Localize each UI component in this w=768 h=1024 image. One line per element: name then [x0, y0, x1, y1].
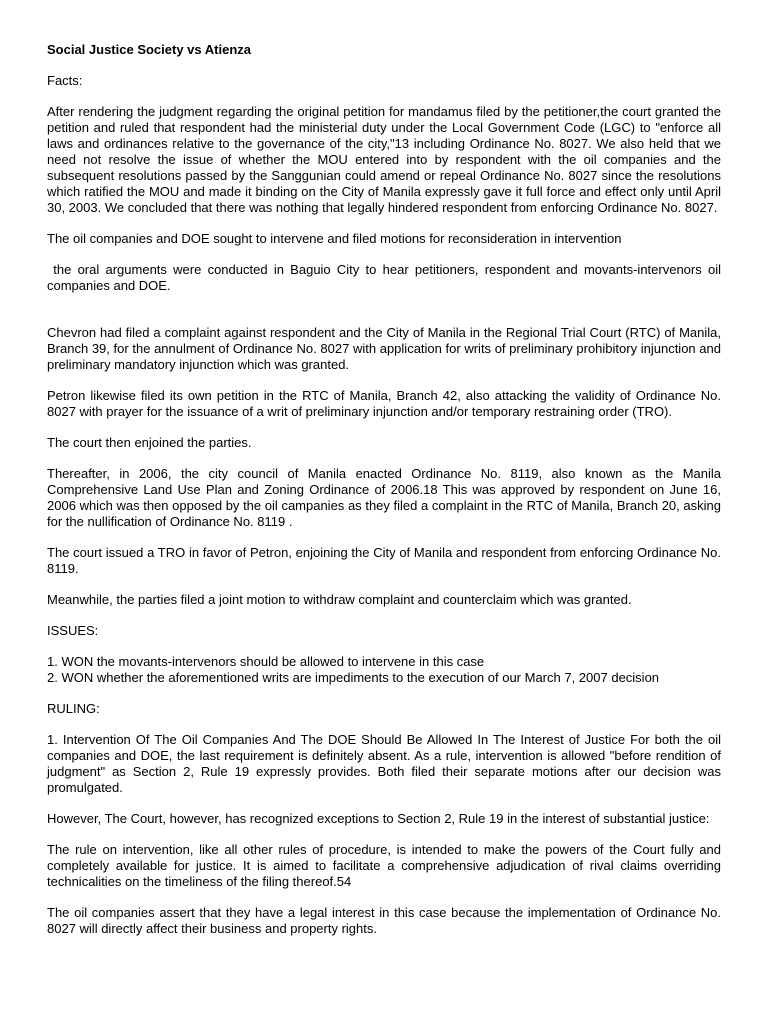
facts-paragraph: Petron likewise filed its own petition in the RTC of Manila, Branch 42, also attacking the validity of Ordinance No. 8027 with prayer for the issuance of a writ of preliminary injunction and/or temporary restraining order (TRO). [47, 388, 721, 419]
document-title: Social Justice Society vs Atienza [47, 42, 251, 57]
facts-paragraph: The court issued a TRO in favor of Petron, enjoining the City of Manila and respondent from enforcing Ordinance No. 8119. [47, 545, 721, 576]
ruling-paragraph: The oil companies assert that they have a legal interest in this case because the implementation of Ordinance No. 8027 will directly affect their business and property rights. [47, 905, 721, 936]
facts-paragraph: The oil companies and DOE sought to intervene and filed motions for reconsideration in intervention [47, 231, 622, 246]
facts-paragraph: the oral arguments were conducted in Baguio City to hear petitioners, respondent and movants-intervenors oil companies and DOE. [47, 262, 725, 293]
issue-item: 2. WON whether the aforementioned writs are impediments to the execution of our March 7, 2007 decision [47, 670, 660, 685]
facts-paragraph: Thereafter, in 2006, the city council of Manila enacted Ordinance No. 8119, also known as the Manila Comprehensive Land Use Plan and Zoning Ordinance of 2006.18 This was approved by respondent on June 16, 2006 which was then opposed by the oil campanies as they filed a complaint in the RTC of Manila, Branch 20, asking for the nullification of Ordinance No. 8119 . [47, 466, 721, 529]
issue-item: 1. WON the movants-intervenors should be allowed to intervene in this case [47, 654, 485, 669]
issues-heading: ISSUES: [47, 623, 99, 638]
facts-paragraph: Meanwhile, the parties filed a joint motion to withdraw complaint and counterclaim which was granted. [47, 592, 632, 607]
facts-paragraph: The court then enjoined the parties. [47, 435, 252, 450]
facts-paragraph: Chevron had filed a complaint against respondent and the City of Manila in the Regional Trial Court (RTC) of Manila, Branch 39, for the annulment of Ordinance No. 8027 with application for writs of preliminary prohibitory injunction and preliminary mandatory injunction which was granted. [47, 325, 721, 372]
facts-heading: Facts: [47, 73, 83, 88]
facts-paragraph: After rendering the judgment regarding the original petition for mandamus filed by the petitioner,the court granted the petition and ruled that respondent had the ministerial duty under the Local Government Code (LGC) to "enforce all laws and ordinances relative to the governance of the city,"13 including Ordinance No. 8027. We also held that we need not resolve the issue of whether the MOU entered into by respondent with the oil companies and the subsequent resolutions passed by the Sanggunian could amend or repeal Ordinance No. 8027 since the resolutions which ratified the MOU and made it binding on the City of Manila expressly gave it full force and effect only until April 30, 2003. We concluded that there was nothing that legally hindered respondent from enforcing Ordinance No. 8027. [47, 104, 721, 215]
ruling-paragraph: However, The Court, however, has recognized exceptions to Section 2, Rule 19 in the interest of substantial justice: [47, 811, 710, 826]
document-page [47, 42, 725, 937]
ruling-paragraph: 1. Intervention Of The Oil Companies And The DOE Should Be Allowed In The Interest of Justice For both the oil companies and DOE, the last requirement is definitely absent. As a rule, intervention is allowed "before rendition of judgment" as Section 2, Rule 19 expressly provides. Both filed their separate motions after our decision was promulgated. [47, 732, 721, 795]
ruling-paragraph: The rule on intervention, like all other rules of procedure, is intended to make the powers of the Court fully and completely available for justice. It is aimed to facilitate a comprehensive adjudication of rival claims overriding technicalities on the timeliness of the filing thereof.54 [47, 842, 721, 889]
ruling-heading: RULING: [47, 701, 100, 716]
